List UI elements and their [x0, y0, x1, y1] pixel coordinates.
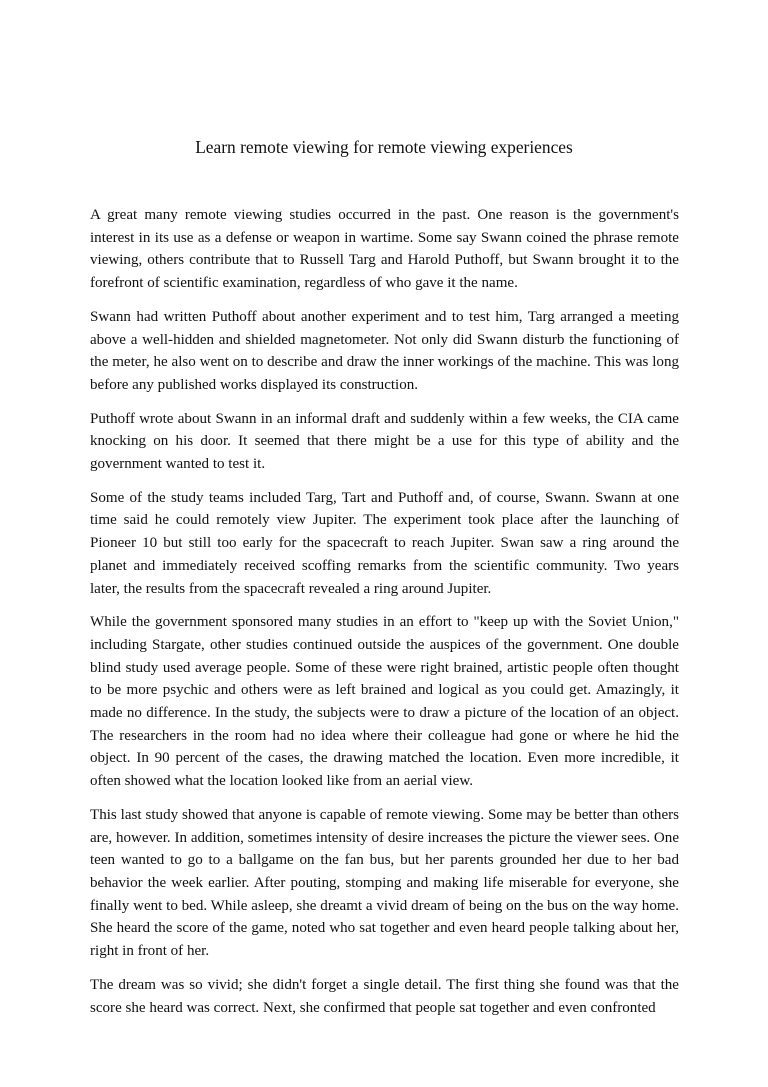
paragraph-1: A great many remote viewing studies occurred in the past. One reason is the government's interest in its use as a defense or weapon in wartime. Some say Swann coined the phrase remote viewing, others contribute that to Russell Targ and Harold Puthoff, but Swann brought it to the forefront of scientific examination, regardless of who gave it the name. [90, 207, 679, 292]
paragraph-4: Some of the study teams included Targ, Tart and Puthoff and, of course, Swann. Swann at one time said he could remotely view Jupiter. The experiment took place after the launching of Pioneer 10 but still too early for the spacecraft to reach Jupiter. Swan saw a ring around the planet and immediately received scoffing remarks from the scientific community. Two years later, the results from the spacecraft revealed a ring around Jupiter. [90, 489, 679, 597]
document-title: Learn remote viewing for remote viewing experiences [195, 137, 573, 157]
document-body [90, 204, 679, 1030]
paragraph-2: Swann had written Puthoff about another experiment and to test him, Targ arranged a meeting above a well-hidden and shielded magnetometer. Not only did Swann disturb the functioning of the meter, he also went on to describe and draw the inner workings of the machine. This was long before any published works displayed its construction. [90, 308, 679, 393]
paragraph-6: This last study showed that anyone is capable of remote viewing. Some may be better than others are, however. In addition, sometimes intensity of desire increases the picture the viewer sees. One teen wanted to go to a ballgame on the fan bus, but her parents grounded her due to her bad behavior the week earlier. After pouting, stomping and making life miserable for everyone, she finally went to bed. While asleep, she dreamt a vivid dream of being on the bus on the way home. She heard the score of the game, noted who sat together and even heard people talking about her, right in front of her. [90, 806, 679, 960]
paragraph-5: While the government sponsored many studies in an effort to "keep up with the Soviet Union," including Stargate, other studies continued outside the auspices of the government. One double blind study used average people. Some of these were right brained, artistic people often thought to be more psychic and others were as left brained and logical as you could get. Amazingly, it made no difference. In the study, the subjects were to draw a picture of the location of an object. The researchers in the room had no idea where their colleague had gone or where he hid the object. In 90 percent of the cases, the drawing matched the location. Even more incredible, it often showed what the location looked like from an aerial view. [90, 614, 679, 790]
paragraph-7: The dream was so vivid; she didn't forget a single detail. The first thing she found was that the score she heard was correct. Next, she confirmed that people sat together and even confronted [90, 976, 679, 1016]
paragraph-3: Puthoff wrote about Swann in an informal draft and suddenly within a few weeks, the CIA came knocking on his door. It seemed that there might be a use for this type of ability and the government wanted to test it. [90, 410, 679, 473]
